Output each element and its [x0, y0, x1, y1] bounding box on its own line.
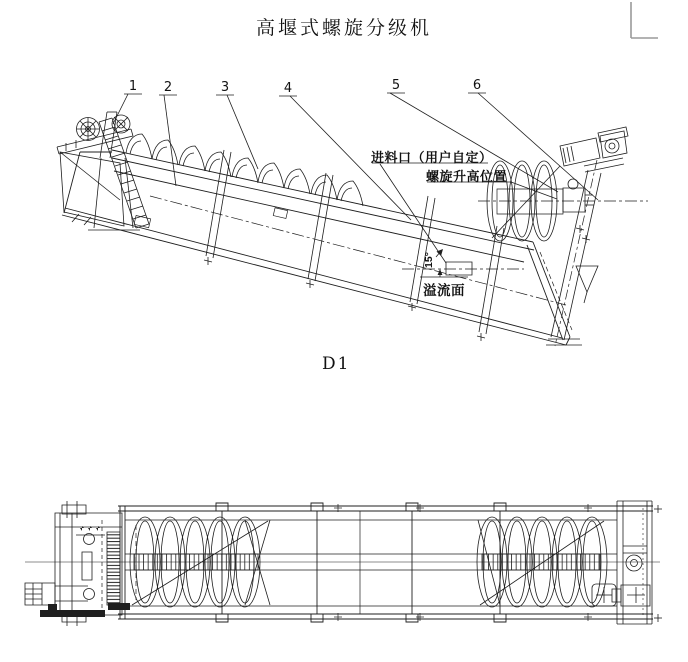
part-label-2: 2: [163, 80, 173, 95]
plan-right-end: [592, 501, 662, 624]
part-label-6: 6: [472, 78, 482, 93]
drive-assembly: [57, 112, 149, 230]
spiral-raised-position-label: 螺旋升高位置: [426, 169, 508, 184]
part-label-1: 1: [128, 79, 138, 94]
plan-spiral-left: [130, 517, 270, 607]
part-label-4: 4: [283, 81, 293, 96]
spiral-flights: [126, 134, 363, 206]
drawing-title: 高堰式螺旋分级机: [255, 17, 432, 39]
feed-inlet-label: 进料口（用户自定）: [371, 150, 493, 165]
side-view-drawing: [57, 93, 648, 346]
part-label-5: 5: [391, 78, 401, 93]
overflow-surface-label: 溢流面: [423, 283, 465, 298]
part-label-3: 3: [220, 80, 230, 95]
incline-angle-label: 15°: [422, 252, 435, 268]
plan-view-drawing: [25, 501, 662, 626]
plan-spiral-right: [477, 517, 607, 607]
plan-left-drive: [25, 501, 130, 626]
lifting-assembly: [546, 127, 628, 346]
figure-label-d1: D1: [322, 354, 351, 374]
